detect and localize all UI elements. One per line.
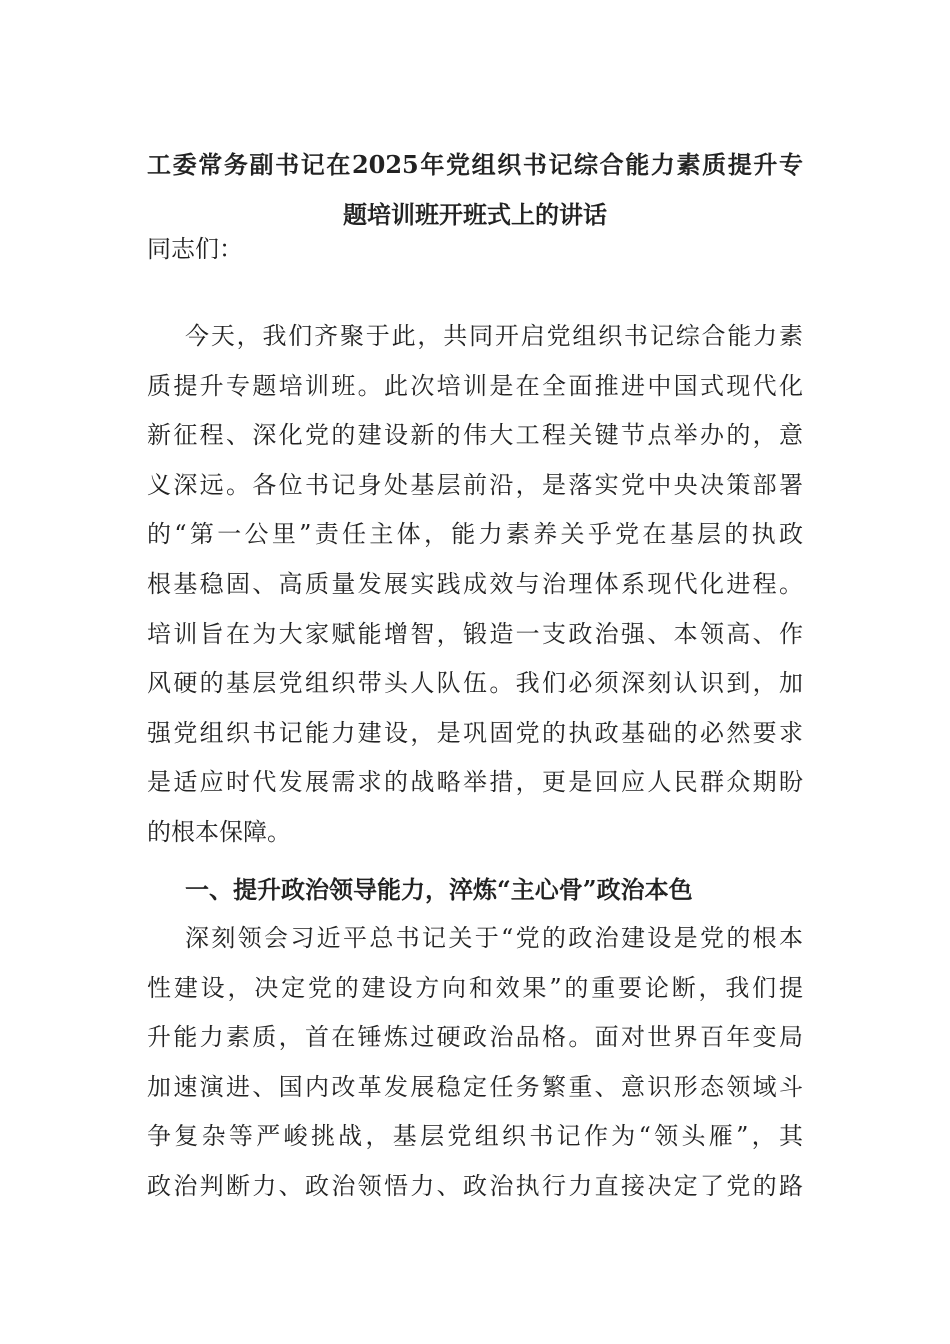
paragraph-line: 性建设，决定党的建设方向和效果”的重要论断，我们提 xyxy=(147,973,803,1002)
paragraph-2 xyxy=(147,914,803,1212)
paragraph-line: 新征程、深化党的建设新的伟大工程关键节点举办的，意 xyxy=(147,421,803,450)
paragraph-line: 根基稳固、高质量发展实践成效与治理体系现代化进程。 xyxy=(147,569,803,598)
title-line-1: 工委常务副书记在2025年党组织书记综合能力素质提升专 xyxy=(147,150,803,179)
section-heading: 一、提升政治领导能力，淬炼“主心骨”政治本色 xyxy=(185,875,693,904)
paragraph-line: 质提升专题培训班。此次培训是在全面推进中国式现代化 xyxy=(147,371,803,400)
paragraph-line: 义深远。各位书记身处基层前沿，是落实党中央决策部署 xyxy=(147,470,803,499)
paragraph-line: 的根本保障。 xyxy=(147,817,291,846)
salutation: 同志们： xyxy=(147,235,243,263)
paragraph-line: 培训旨在为大家赋能增智，锻造一支政治强、本领高、作 xyxy=(147,619,803,648)
paragraph-line: 今天，我们齐聚于此，共同开启党组织书记综合能力素 xyxy=(185,322,803,350)
paragraph-line: 政治判断力、政治领悟力、政治执行力直接决定了党的路 xyxy=(147,1171,803,1200)
paragraph-line: 加速演进、国内改革发展稳定任务繁重、意识形态领域斗 xyxy=(147,1072,803,1101)
paragraph-line: 的“第一公里”责任主体，能力素养关乎党在基层的执政 xyxy=(147,520,803,549)
paragraph-line: 是适应时代发展需求的战略举措，更是回应人民群众期盼 xyxy=(147,768,803,797)
paragraph-1 xyxy=(147,312,803,858)
paragraph-line: 风硬的基层党组织带头人队伍。我们必须深刻认识到，加 xyxy=(147,669,803,698)
title-line-2: 题培训班开班式上的讲话 xyxy=(343,199,607,229)
paragraph-line: 争复杂等严峻挑战，基层党组织书记作为“领头雁”，其 xyxy=(147,1122,803,1151)
paragraph-line: 深刻领会习近平总书记关于“党的政治建设是党的根本 xyxy=(185,924,803,952)
paragraph-line: 升能力素质，首在锤炼过硬政治品格。面对世界百年变局 xyxy=(147,1023,803,1052)
paragraph-line: 强党组织书记能力建设，是巩固党的执政基础的必然要求 xyxy=(147,718,803,747)
